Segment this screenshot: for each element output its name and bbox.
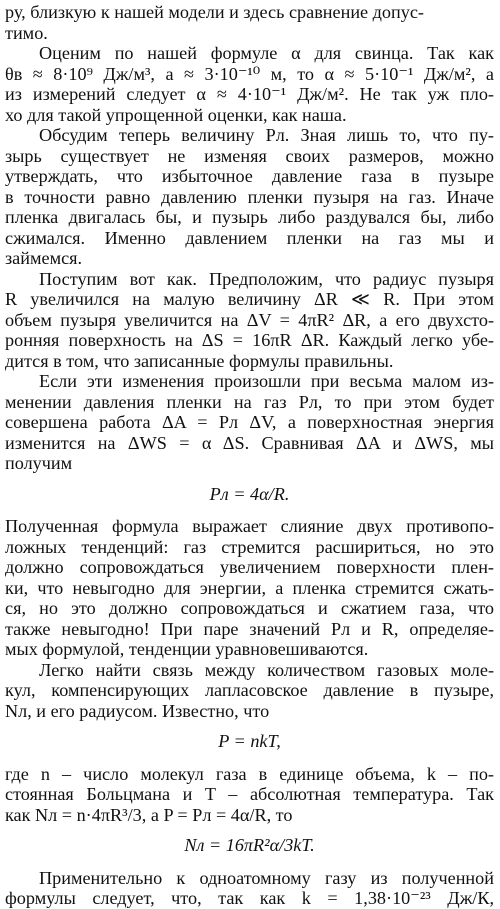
- text-line: из измерений следует α ≈ 4·10⁻¹ Дж/м². Не так уж пло-: [5, 84, 494, 104]
- formula: Pл = 4α/R.: [209, 483, 290, 504]
- text-line: хо для такой упрощенной оценки, как наша.: [5, 104, 347, 125]
- text-line: совершена работа ΔA = Pл ΔV, а поверхностная энергия: [5, 412, 494, 432]
- text-line: займемся.: [5, 248, 83, 268]
- text-line: Если эти изменения произошли при весьма малом из-: [39, 371, 494, 391]
- text-line: дится в том, что записанные формулы правильны.: [5, 350, 394, 371]
- text-line: получим: [5, 453, 73, 473]
- text-line: Обсудим теперь величину Pл. Зная лишь то, что пу-: [39, 125, 494, 145]
- text-line: в точности равно давлению пленки пузыря на газ. Иначе: [5, 186, 494, 207]
- text-line: должно сопровождаться увеличением поверхности плен-: [5, 557, 494, 577]
- text-line: Поступим вот как. Предположим, что радиус пузыря: [39, 268, 494, 289]
- text-line: сжимался. Именно давлением пленки на газ мы и: [5, 227, 494, 248]
- text-line: Nл, и его радиусом. Известно, что: [5, 700, 270, 721]
- text-line: θв ≈ 8·10⁹ Дж/м³, a ≈ 3·10⁻¹⁰ м, то α ≈ 5·10⁻¹ Дж/м², а: [5, 63, 494, 84]
- text-line: объем пузыря увеличится на ΔV = 4πR² ΔR, а его двухсто-: [5, 309, 494, 330]
- formula: P = nkT,: [218, 731, 281, 751]
- text-line: пленка двигалась бы, и пузырь либо раздувался бы, либо: [5, 207, 494, 227]
- text-line: ронняя поверхность на ΔS = 16πR ΔR. Каждый легко убе-: [5, 330, 494, 350]
- text-line: Применительно к одноатомному газу из полученной: [39, 867, 494, 888]
- text-line: зырь существует не изменяя своих размеров, можно: [5, 145, 494, 166]
- text-line: ру, близкую к нашей модели и здесь сравнение допус-: [5, 2, 424, 22]
- formula: Nл = 16πR²α/3kT.: [184, 835, 315, 855]
- text-line: формулы следует, что, так как k = 1,38·10⁻²³ Дж/К,: [5, 888, 494, 908]
- text-line: стоянная Больцмана и T – абсолютная температура. Так: [5, 784, 494, 804]
- text-line: тимо.: [5, 22, 48, 43]
- text-line: мых формулой, тенденции уравновешиваются.: [5, 639, 369, 659]
- text-line: где n – число молекул газа в единице объема, k – по-: [5, 763, 494, 784]
- text-line: изменится на ΔWS = α ΔS. Сравнивая ΔA и ΔWS, мы: [5, 432, 494, 453]
- text-line: также невыгодно! При паре значений Pл и R, определяе-: [5, 618, 494, 639]
- text-line: ложных тенденций: газ стремится расшириться, но это: [5, 536, 494, 557]
- text-line: Оценим по нашей формуле α для свинца. Так как: [39, 43, 494, 63]
- text-line: менении давления пленки на газ Pл, то при этом будет: [5, 391, 494, 412]
- text-line: Легко найти связь между количеством газовых моле-: [39, 659, 494, 680]
- text-line: R увеличился на малую величину ΔR ≪ R. При этом: [5, 289, 494, 309]
- text-line: как Nл = n·4πR³/3, а P = Pл = 4α/R, то: [5, 804, 293, 825]
- text-line: кул, компенсирующих лапласовское давление в пузыре,: [5, 680, 494, 700]
- text-line: утверждать, что избыточное давление газа в пузыре: [5, 166, 494, 186]
- text-line: ки, что невыгодно для энергии, а пленка стремится сжать-: [5, 577, 494, 598]
- text-line: Полученная формула выражает слияние двух противопо-: [5, 516, 494, 536]
- text-line: ся, но это должно сопровождаться и сжатием газа, что: [5, 598, 494, 618]
